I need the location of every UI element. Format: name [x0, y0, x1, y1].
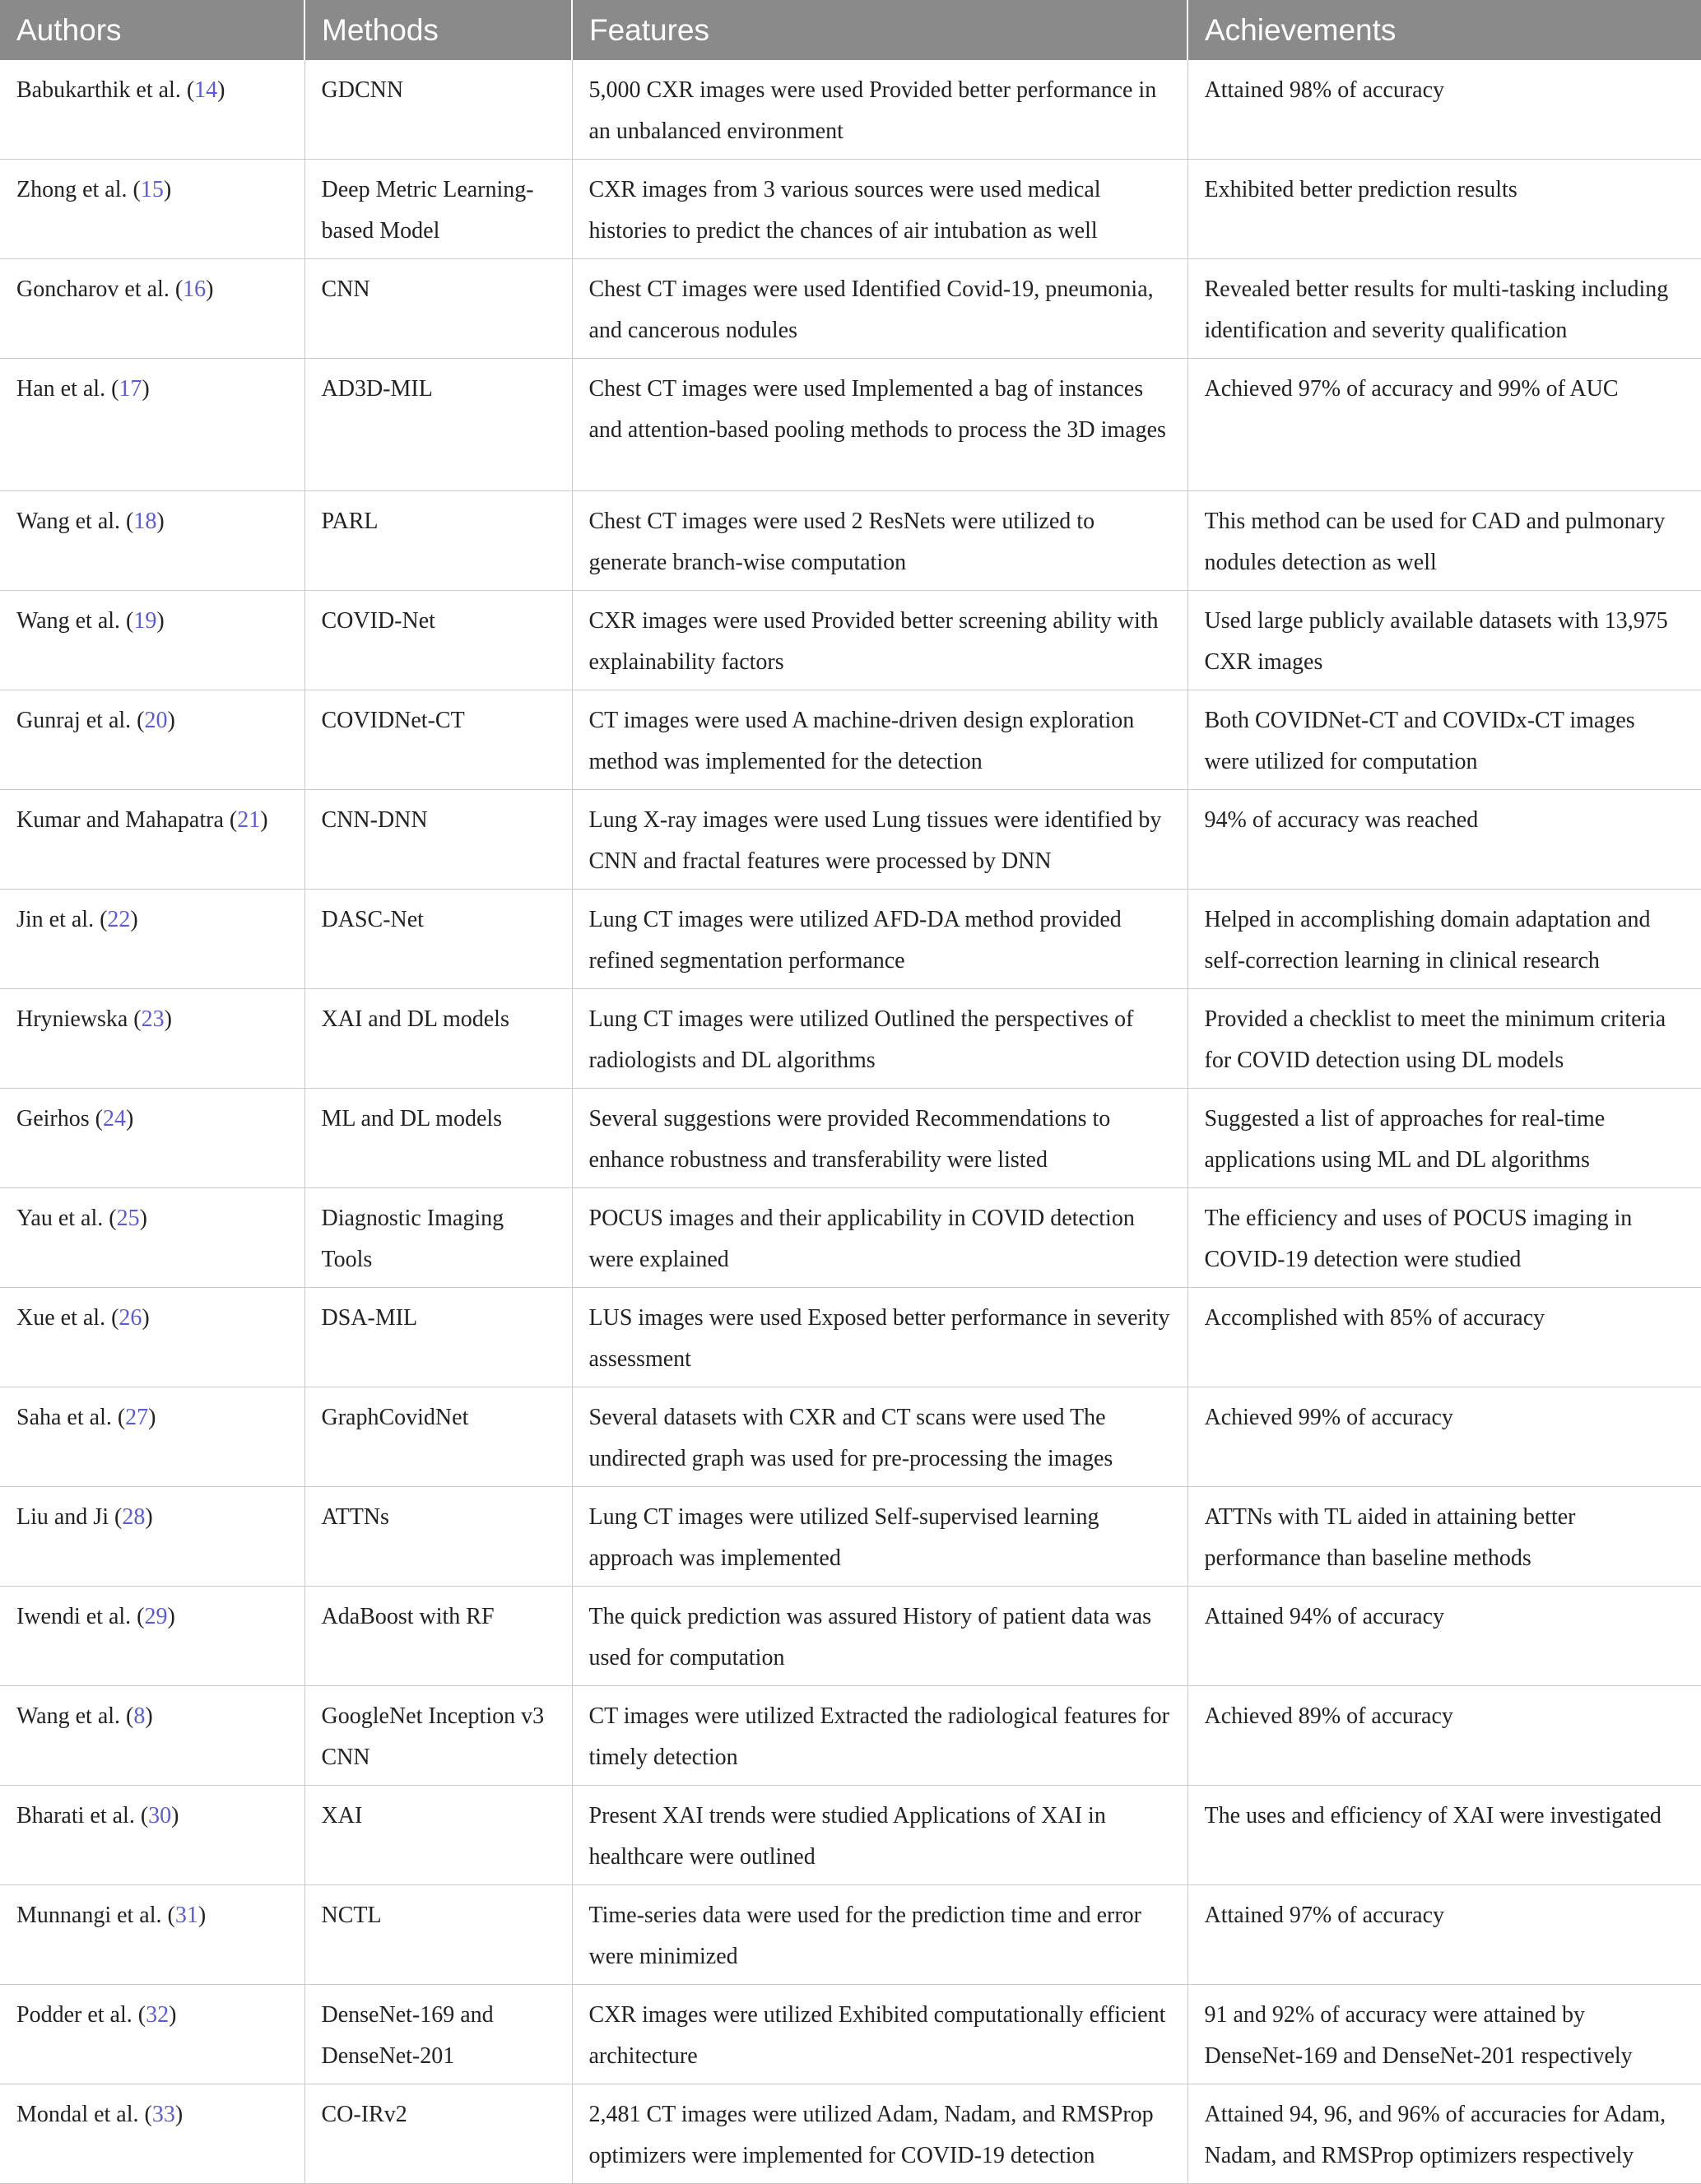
method-cell: CNN-DNN — [304, 790, 572, 890]
achievements-cell: 91 and 92% of accuracy were attained by DenseNet-169 and DenseNet-201 respectively — [1187, 1985, 1701, 2084]
method-cell: COVIDNet-CT — [304, 690, 572, 790]
author-name: Geirhos ( — [16, 1106, 103, 1131]
author-close: ) — [174, 2102, 184, 2127]
author-cell — [0, 1786, 304, 1885]
author-close: ) — [163, 177, 172, 202]
achievements-cell: Exhibited better prediction results — [1187, 160, 1701, 259]
author-cell — [0, 2084, 304, 2184]
author-cell — [0, 1387, 304, 1487]
author-name: Han et al. ( — [16, 376, 119, 402]
table-row — [0, 1686, 1701, 1786]
header-authors: Authors — [0, 0, 304, 60]
method-cell: ML and DL models — [304, 1089, 572, 1188]
author-name: Podder et al. ( — [16, 2002, 146, 2028]
author-close: ) — [130, 907, 138, 932]
author-close: ) — [164, 1006, 172, 1032]
reference-link[interactable]: 8 — [133, 1703, 146, 1729]
reference-link[interactable]: 25 — [116, 1206, 140, 1231]
table-row — [0, 359, 1701, 491]
features-cell: CXR images from 3 various sources were used medical histories to predict the chances of air intubation as well — [572, 160, 1187, 259]
method-cell: Diagnostic Imaging Tools — [304, 1188, 572, 1288]
achievements-cell: Used large publicly available datasets with 13,975 CXR images — [1187, 591, 1701, 690]
features-cell: Lung CT images were utilized Outlined the perspectives of radiologists and DL algorithms — [572, 989, 1187, 1089]
author-cell — [0, 1487, 304, 1587]
author-name: Wang et al. ( — [16, 608, 134, 634]
features-cell: 2,481 CT images were utilized Adam, Nadam, and RMSProp optimizers were implemented for COVID-19 detection — [572, 2084, 1187, 2184]
reference-link[interactable]: 20 — [144, 708, 168, 733]
features-cell: Several suggestions were provided Recommendations to enhance robustness and transferability were listed — [572, 1089, 1187, 1188]
author-cell — [0, 1885, 304, 1985]
features-cell: Present XAI trends were studied Applications of XAI in healthcare were outlined — [572, 1786, 1187, 1885]
author-close: ) — [171, 1803, 179, 1829]
table-row — [0, 259, 1701, 359]
table-row — [0, 1985, 1701, 2084]
method-cell: DASC-Net — [304, 890, 572, 989]
table-row — [0, 491, 1701, 591]
author-cell — [0, 989, 304, 1089]
achievements-cell: ATTNs with TL aided in attaining better performance than baseline methods — [1187, 1487, 1701, 1587]
reference-link[interactable]: 22 — [107, 907, 131, 932]
method-cell: Deep Metric Learning-based Model — [304, 160, 572, 259]
reference-link[interactable]: 28 — [122, 1504, 146, 1530]
achievements-cell: Suggested a list of approaches for real-time applications using ML and DL algorithms — [1187, 1089, 1701, 1188]
method-cell: COVID-Net — [304, 591, 572, 690]
author-close: ) — [260, 807, 268, 833]
method-cell: AD3D-MIL — [304, 359, 572, 491]
author-cell — [0, 1587, 304, 1686]
features-cell: CXR images were used Provided better screening ability with explainability factors — [572, 591, 1187, 690]
author-name: Xue et al. ( — [16, 1305, 119, 1331]
author-close: ) — [169, 2002, 177, 2028]
features-cell: Lung X-ray images were used Lung tissues were identified by CNN and fractal features were processed by DNN — [572, 790, 1187, 890]
author-cell — [0, 790, 304, 890]
table-row — [0, 1587, 1701, 1686]
author-name: Gunraj et al. ( — [16, 708, 145, 733]
features-cell: Lung CT images were utilized AFD-DA method provided refined segmentation performance — [572, 890, 1187, 989]
author-close: ) — [156, 608, 165, 634]
features-cell: 5,000 CXR images were used Provided better performance in an unbalanced environment — [572, 60, 1187, 160]
author-cell — [0, 1089, 304, 1188]
features-cell: LUS images were used Exposed better performance in severity assessment — [572, 1288, 1187, 1387]
features-cell: CT images were utilized Extracted the radiological features for timely detection — [572, 1686, 1187, 1786]
reference-link[interactable]: 15 — [140, 177, 164, 202]
method-cell: AdaBoost with RF — [304, 1587, 572, 1686]
author-cell — [0, 1288, 304, 1387]
author-name: Liu and Ji ( — [16, 1504, 123, 1530]
reference-link[interactable]: 23 — [141, 1006, 165, 1032]
reference-link[interactable]: 27 — [125, 1405, 149, 1430]
reference-link[interactable]: 19 — [133, 608, 157, 634]
author-cell — [0, 491, 304, 591]
method-cell: CO-IRv2 — [304, 2084, 572, 2184]
achievements-cell: Accomplished with 85% of accuracy — [1187, 1288, 1701, 1387]
author-cell — [0, 1188, 304, 1288]
table-row — [0, 1487, 1701, 1587]
author-close: ) — [206, 276, 214, 302]
author-name: Zhong et al. ( — [16, 177, 141, 202]
author-name: Kumar and Mahapatra ( — [16, 807, 238, 833]
features-cell: POCUS images and their applicability in COVID detection were explained — [572, 1188, 1187, 1288]
table-row — [0, 1387, 1701, 1487]
achievements-cell: Achieved 97% of accuracy and 99% of AUC — [1187, 359, 1701, 491]
achievements-cell: Attained 94, 96, and 96% of accuracies for Adam, Nadam, and RMSProp optimizers respectively — [1187, 2084, 1701, 2184]
reference-link[interactable]: 32 — [146, 2002, 170, 2028]
method-cell: GraphCovidNet — [304, 1387, 572, 1487]
method-cell: GDCNN — [304, 60, 572, 160]
features-cell: Several datasets with CXR and CT scans were used The undirected graph was used for pre-processing the images — [572, 1387, 1187, 1487]
author-close: ) — [198, 1903, 207, 1928]
table-row — [0, 790, 1701, 890]
author-close: ) — [139, 1206, 147, 1231]
header-achievements: Achievements — [1187, 0, 1701, 60]
method-cell: CNN — [304, 259, 572, 359]
achievements-cell: Attained 94% of accuracy — [1187, 1587, 1701, 1686]
achievements-cell: Attained 97% of accuracy — [1187, 1885, 1701, 1985]
header-methods: Methods — [304, 0, 572, 60]
author-cell — [0, 690, 304, 790]
author-close: ) — [148, 1405, 156, 1430]
table-row — [0, 1188, 1701, 1288]
features-cell: Chest CT images were used Identified Covid-19, pneumonia, and cancerous nodules — [572, 259, 1187, 359]
reference-link[interactable]: 26 — [119, 1305, 142, 1331]
reference-link[interactable]: 14 — [194, 77, 218, 103]
table-row — [0, 1089, 1701, 1188]
features-cell: CXR images were utilized Exhibited computationally efficient architecture — [572, 1985, 1187, 2084]
author-close: ) — [217, 77, 225, 103]
author-close: ) — [142, 376, 150, 402]
method-cell: GoogleNet Inception v3 CNN — [304, 1686, 572, 1786]
author-cell — [0, 60, 304, 160]
features-cell: Lung CT images were utilized Self-supervised learning approach was implemented — [572, 1487, 1187, 1587]
features-cell: CT images were used A machine-driven design exploration method was implemented for the detection — [572, 690, 1187, 790]
reference-link[interactable]: 21 — [237, 807, 261, 833]
author-name: Hryniewska ( — [16, 1006, 142, 1032]
author-close: ) — [156, 509, 165, 534]
reference-link[interactable]: 31 — [174, 1903, 198, 1928]
author-close: ) — [145, 1703, 153, 1729]
reference-link[interactable]: 18 — [133, 509, 157, 534]
author-cell — [0, 160, 304, 259]
author-close: ) — [167, 708, 175, 733]
features-cell: The quick prediction was assured History of patient data was used for computation — [572, 1587, 1187, 1686]
achievements-cell: Provided a checklist to meet the minimum criteria for COVID detection using DL models — [1187, 989, 1701, 1089]
header-row — [0, 0, 1701, 60]
table-row — [0, 989, 1701, 1089]
header-features: Features — [572, 0, 1187, 60]
author-name: Wang et al. ( — [16, 509, 134, 534]
author-close: ) — [125, 1106, 134, 1131]
author-close: ) — [145, 1504, 153, 1530]
author-name: Saha et al. ( — [16, 1405, 126, 1430]
reference-link[interactable]: 24 — [102, 1106, 126, 1131]
author-name: Mondal et al. ( — [16, 2102, 152, 2127]
table-row — [0, 60, 1701, 160]
features-cell: Chest CT images were used Implemented a bag of instances and attention-based pooling methods to process the 3D images — [572, 359, 1187, 491]
method-cell: DSA-MIL — [304, 1288, 572, 1387]
features-cell: Time-series data were used for the prediction time and error were minimized — [572, 1885, 1187, 1985]
author-name: Munnangi et al. ( — [16, 1903, 175, 1928]
method-cell: NCTL — [304, 1885, 572, 1985]
achievements-cell: 94% of accuracy was reached — [1187, 790, 1701, 890]
author-cell — [0, 591, 304, 690]
author-name: Bharati et al. ( — [16, 1803, 149, 1829]
method-cell: XAI — [304, 1786, 572, 1885]
table-row — [0, 690, 1701, 790]
reference-link[interactable]: 29 — [144, 1604, 168, 1629]
table-row — [0, 2084, 1701, 2184]
author-name: Jin et al. ( — [16, 907, 108, 932]
table-row — [0, 1288, 1701, 1387]
table-row — [0, 890, 1701, 989]
author-cell — [0, 359, 304, 491]
achievements-cell: Achieved 99% of accuracy — [1187, 1387, 1701, 1487]
achievements-cell: Both COVIDNet-CT and COVIDx-CT images were utilized for computation — [1187, 690, 1701, 790]
reference-link[interactable]: 33 — [151, 2102, 175, 2127]
author-cell — [0, 1985, 304, 2084]
author-name: Iwendi et al. ( — [16, 1604, 145, 1629]
achievements-cell: Achieved 89% of accuracy — [1187, 1686, 1701, 1786]
table-row — [0, 1885, 1701, 1985]
achievements-cell: Attained 98% of accuracy — [1187, 60, 1701, 160]
author-cell — [0, 890, 304, 989]
table-row — [0, 160, 1701, 259]
achievements-cell: The uses and efficiency of XAI were investigated — [1187, 1786, 1701, 1885]
reference-link[interactable]: 30 — [148, 1803, 172, 1829]
author-name: Yau et al. ( — [16, 1206, 117, 1231]
method-cell: ATTNs — [304, 1487, 572, 1587]
author-name: Goncharov et al. ( — [16, 276, 184, 302]
achievements-cell: Helped in accomplishing domain adaptation and self-correction learning in clinical research — [1187, 890, 1701, 989]
reference-link[interactable]: 17 — [119, 376, 142, 402]
features-cell: Chest CT images were used 2 ResNets were utilized to generate branch-wise computation — [572, 491, 1187, 591]
table-row — [0, 1786, 1701, 1885]
method-cell: DenseNet-169 and DenseNet-201 — [304, 1985, 572, 2084]
table-row — [0, 591, 1701, 690]
reference-link[interactable]: 16 — [183, 276, 207, 302]
method-cell: XAI and DL models — [304, 989, 572, 1089]
author-name: Babukarthik et al. ( — [16, 77, 195, 103]
achievements-cell: This method can be used for CAD and pulmonary nodules detection as well — [1187, 491, 1701, 591]
author-cell — [0, 259, 304, 359]
achievements-cell: Revealed better results for multi-tasking including identification and severity qualification — [1187, 259, 1701, 359]
achievements-cell: The efficiency and uses of POCUS imaging in COVID-19 detection were studied — [1187, 1188, 1701, 1288]
author-name: Wang et al. ( — [16, 1703, 134, 1729]
author-close: ) — [142, 1305, 150, 1331]
author-close: ) — [167, 1604, 175, 1629]
author-cell — [0, 1686, 304, 1786]
method-cell: PARL — [304, 491, 572, 591]
